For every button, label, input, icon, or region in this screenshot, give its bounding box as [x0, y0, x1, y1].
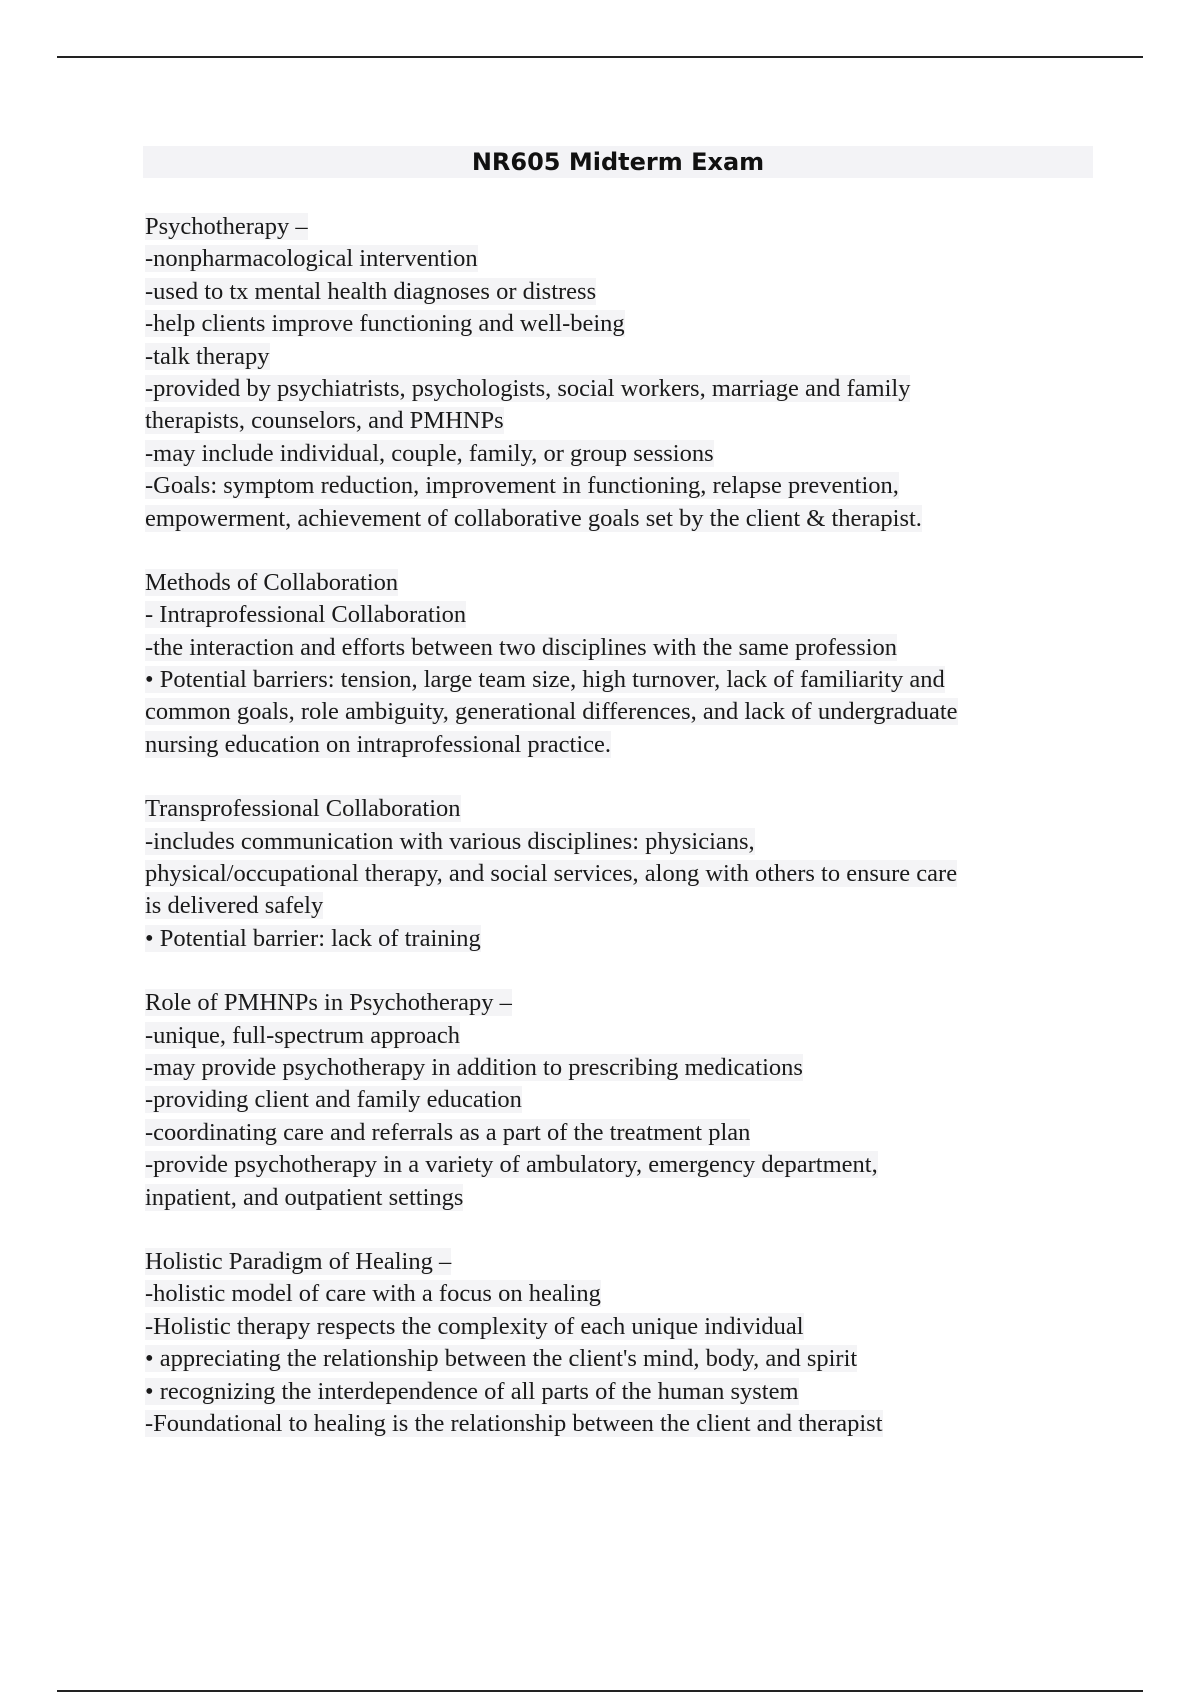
text-line	[145, 632, 1095, 664]
text-line-content: • Potential barrier: lack of training	[145, 924, 481, 952]
text-line	[145, 1343, 1095, 1375]
page-title: NR605 Midterm Exam	[143, 146, 1093, 178]
top-divider	[57, 56, 1143, 58]
section-3	[145, 793, 1095, 955]
text-line-content: - Intraprofessional Collaboration	[145, 601, 467, 629]
text-line	[145, 373, 1095, 405]
text-line-content: Holistic Paradigm of Healing –	[145, 1247, 452, 1275]
text-line	[145, 1020, 1095, 1052]
text-line	[145, 1182, 1095, 1214]
text-line-content: -used to tx mental health diagnoses or distress	[145, 277, 597, 305]
text-line	[145, 696, 1095, 728]
section-heading	[145, 567, 1095, 599]
text-line	[145, 1278, 1095, 1310]
text-line-content: -may provide psychotherapy in addition to prescribing medications	[145, 1053, 803, 1081]
text-line-content: -unique, full-spectrum approach	[145, 1021, 460, 1049]
text-line	[145, 599, 1095, 631]
text-line-content: Role of PMHNPs in Psychotherapy –	[145, 989, 512, 1017]
bottom-divider	[57, 1690, 1143, 1692]
text-line-content: -help clients improve functioning and well-being	[145, 310, 625, 338]
text-line-content: -nonpharmacological intervention	[145, 245, 478, 273]
text-line-content: -may include individual, couple, family, or group sessions	[145, 439, 714, 467]
text-line-content: -providing client and family education	[145, 1086, 522, 1114]
text-line-content: • appreciating the relationship between the client's mind, body, and spirit	[145, 1345, 858, 1373]
text-line	[145, 1117, 1095, 1149]
text-line-content: Methods of Collaboration	[145, 568, 399, 596]
text-line-content: -Goals: symptom reduction, improvement in functioning, relapse prevention,	[145, 472, 899, 500]
text-line-content: inpatient, and outpatient settings	[145, 1183, 464, 1211]
text-line	[145, 308, 1095, 340]
text-line-content: -provided by psychiatrists, psychologists, social workers, marriage and family	[145, 374, 911, 402]
section-4	[145, 987, 1095, 1214]
section-5	[145, 1246, 1095, 1440]
text-line	[145, 1376, 1095, 1408]
text-line	[145, 729, 1095, 761]
text-line-content: nursing education on intraprofessional practice.	[145, 730, 612, 758]
text-line-content: -holistic model of care with a focus on healing	[145, 1280, 601, 1308]
section-2	[145, 567, 1095, 761]
text-line	[145, 1311, 1095, 1343]
text-line-content: physical/occupational therapy, and social services, along with others to ensure care	[145, 860, 958, 888]
text-line	[145, 341, 1095, 373]
text-line-content: Transprofessional Collaboration	[145, 795, 461, 823]
text-line	[145, 1084, 1095, 1116]
text-line	[145, 276, 1095, 308]
text-line	[145, 1052, 1095, 1084]
text-line-content: empowerment, achievement of collaborative goals set by the client & therapist.	[145, 504, 922, 532]
text-line	[145, 405, 1095, 437]
text-line-content: is delivered safely	[145, 892, 324, 920]
text-line	[145, 1408, 1095, 1440]
text-line-content: -talk therapy	[145, 342, 270, 370]
text-line	[145, 890, 1095, 922]
text-line-content: -coordinating care and referrals as a part of the treatment plan	[145, 1118, 751, 1146]
text-line	[145, 503, 1095, 535]
text-line	[145, 826, 1095, 858]
text-line-content: • Potential barriers: tension, large team size, high turnover, lack of familiarity and	[145, 666, 945, 694]
section-heading	[145, 793, 1095, 825]
text-line-content: -provide psychotherapy in a variety of ambulatory, emergency department,	[145, 1151, 878, 1179]
text-line-content: -includes communication with various disciplines: physicians,	[145, 827, 755, 855]
text-line	[145, 923, 1095, 955]
section-heading	[145, 1246, 1095, 1278]
section-heading	[145, 987, 1095, 1019]
text-line-content: -the interaction and efforts between two disciplines with the same profession	[145, 633, 898, 661]
text-line-content: common goals, role ambiguity, generational differences, and lack of undergraduate	[145, 698, 958, 726]
text-line	[145, 470, 1095, 502]
section-1	[145, 211, 1095, 535]
text-line-content: -Holistic therapy respects the complexity of each unique individual	[145, 1312, 804, 1340]
text-line-content: • recognizing the interdependence of all parts of the human system	[145, 1377, 799, 1405]
section-heading	[145, 211, 1095, 243]
text-line-content: -Foundational to healing is the relationship between the client and therapist	[145, 1409, 883, 1437]
text-line	[145, 1149, 1095, 1181]
text-line	[145, 438, 1095, 470]
text-line-content: Psychotherapy –	[145, 213, 308, 240]
text-line	[145, 243, 1095, 275]
text-line-content: therapists, counselors, and PMHNPs	[145, 407, 504, 435]
text-line	[145, 858, 1095, 890]
document-body	[145, 211, 1095, 1472]
text-line	[145, 664, 1095, 696]
